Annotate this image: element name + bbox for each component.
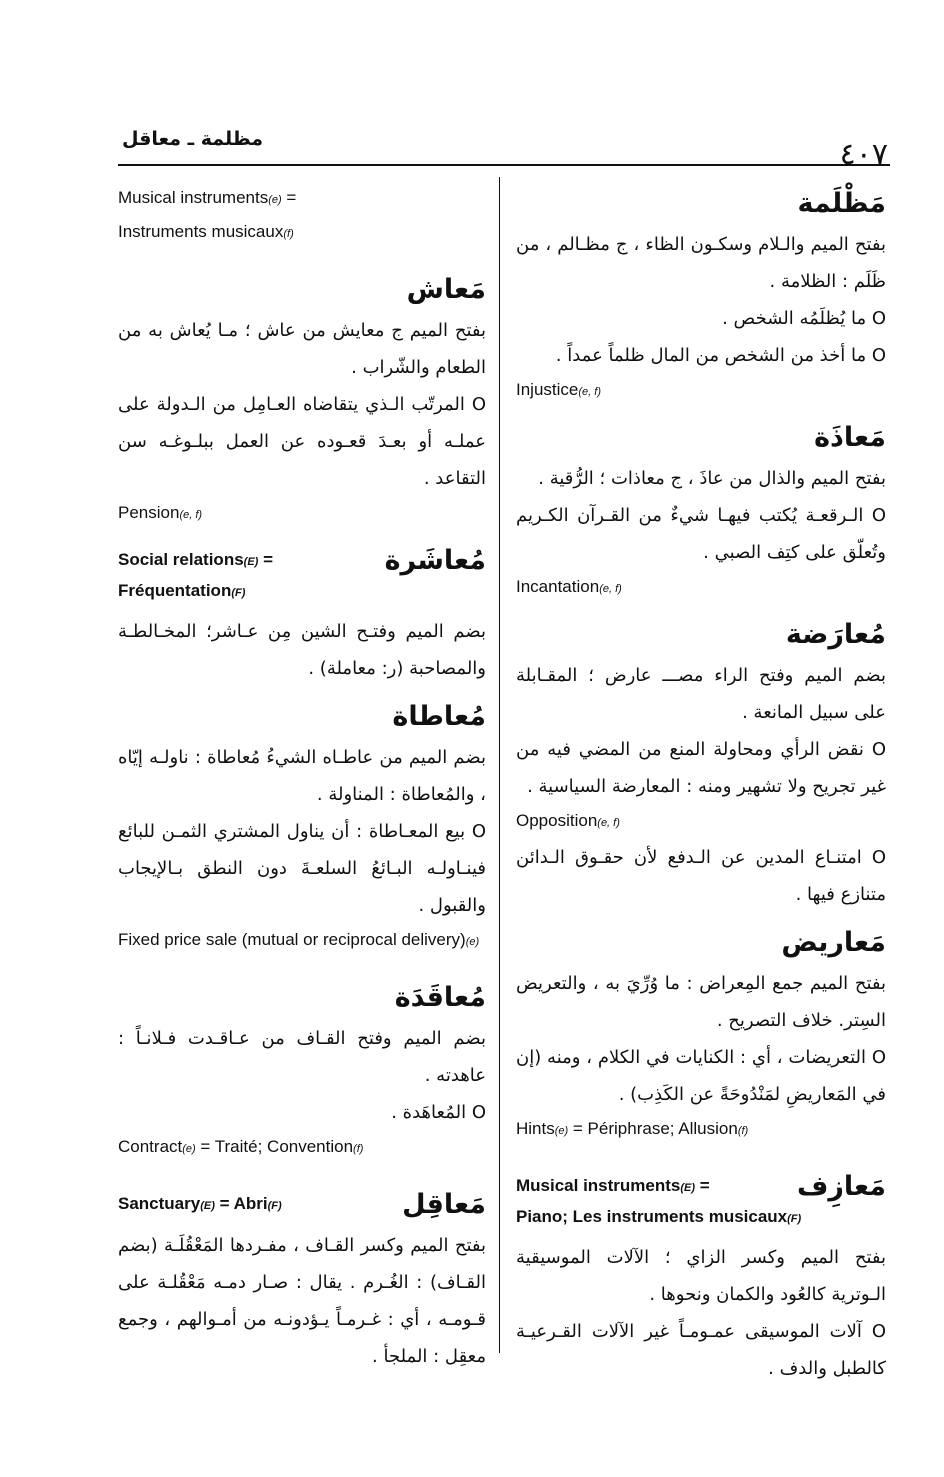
translation-text: Incantation: [516, 577, 600, 596]
lang-abbr: (e): [465, 936, 480, 948]
translation-text: Pension: [118, 503, 180, 522]
translation-text: = Traité; Convention: [195, 1137, 354, 1156]
entry-maarid: [516, 921, 886, 1147]
entry-maazif: [516, 1165, 886, 1387]
equals-sign: =: [281, 188, 297, 207]
lang-abbr: (f): [353, 1143, 364, 1155]
headword: مَعاريض: [781, 927, 886, 958]
translation-text: Social relations: [118, 550, 244, 569]
translation-text: = Périphrase; Allusion: [568, 1119, 738, 1138]
sense: O التعريضات ، أي : الكنايات في الكلام ، ومنه (إن في المَعاريضِ لمَنْدُوحَةً عن الكَذِب) .: [516, 1047, 886, 1105]
headword: مَعاش: [406, 274, 486, 305]
definition: بضم الميم وفتح القـاف من عـاقـدت فـلانـاً : عاهدته .: [118, 1028, 486, 1086]
definition: بضم الميم وفتح الراء مصـــ عارض ؛ المقـابلة على سبيل المانعة .: [516, 665, 886, 723]
headword: مُعاطاة: [392, 701, 486, 732]
lang-abbr: (F): [267, 1200, 282, 1212]
running-head: مظلمة ـ معاقل: [122, 128, 264, 150]
right-column: [516, 182, 886, 1387]
entry-muarada: [516, 613, 886, 913]
sense: O ما أخذ من الشخص من المال ظلماً عمداً .: [555, 345, 886, 366]
sense: O ما يُظلَمُه الشخص .: [722, 308, 886, 329]
sense: O المُعاهَدة .: [391, 1102, 486, 1123]
header-rule: [118, 164, 890, 166]
translation-text: Instruments musicaux: [118, 222, 284, 241]
translation-text: = Abri: [214, 1194, 268, 1213]
headword: مُعارَضة: [785, 619, 886, 650]
lang-abbr: (f): [737, 1125, 749, 1137]
definition: بفتح الميم وكسر القـاف ، مفـردها المَعْقُلَـة (بضم القـاف) : الغُـرم . يقال : صـار دمـه مَعْقُلـة على قـومـه ، أي : غـرمـاً يـؤدونـه من أمـوالهم ، وجمع معقِل : الملجأ .: [118, 1235, 486, 1367]
definition: بضم الميم من عاطـاه الشيءُ مُعاطاة : ناولـه إيّاه ، والمُعاطاة : المناولة .: [118, 747, 486, 805]
lang-abbr: (e, f): [597, 817, 620, 829]
sense: O نقض الرأي ومحاولة المنع من المضي فيه من غير تجريح ولا تشهير ومنه : المعارضة السياسية .: [516, 739, 886, 797]
lang-abbr: (F): [787, 1213, 802, 1225]
translation-text: Fixed price sale (mutual or reciprocal delivery): [118, 930, 466, 949]
lang-abbr: (e, f): [179, 509, 203, 521]
lang-abbr: (E): [680, 1182, 696, 1194]
definition: بفتح الميم جمع المِعراض : ما وُرِّيَ به ، والتعريض السِتر. خلاف التصريح .: [516, 973, 886, 1031]
definition: بفتح الميم والـلام وسكـون الظاء ، ج مظـالم ، من ظَلَم : الظلامة .: [516, 234, 886, 292]
equals-sign: =: [258, 550, 273, 569]
sense: O المرتّب الـذي يتقاضاه العـامِل من الـدولة على عملـه أو بعـدَ قعـوده عن العمل ببلـوغـه سن التقاعد .: [118, 394, 486, 489]
translation-text: Musical instruments: [516, 1176, 681, 1195]
headword: مُعاشَرة: [384, 545, 486, 576]
translation-text: Piano; Les instruments musicaux: [516, 1207, 788, 1226]
lang-abbr: (e): [268, 194, 282, 206]
headword: مُعاقَدَة: [394, 982, 486, 1013]
definition: بضم الميم وفتـح الشين مِن عـاشر؛ المخـالطـة والمصاحبة (ر: معاملة) .: [118, 621, 486, 679]
entry-mazlama: [516, 182, 886, 408]
headword: مَظْلَمة: [797, 188, 886, 219]
definition: بفتح الميم ج معايش من عاش ؛ مـا يُعاش به من الطعام والشّراب .: [118, 320, 486, 378]
lang-abbr: (e, f): [578, 386, 601, 398]
translation-text: Injustice: [516, 380, 579, 399]
sense: O آلات الموسيقى عمـومـاً غير الآلات القـرعيـة كالطبل والدف .: [516, 1321, 886, 1379]
translation-text: Sanctuary: [118, 1194, 201, 1213]
translation-text: Musical instruments: [118, 188, 269, 207]
sense: O بيع المعـاطاة : أن يناول المشتري الثمـن للبائع فينـاولـه البـائعُ السلعـةَ دون النطق بـالإيجاب والقبول .: [118, 821, 486, 916]
entry-maash: [118, 268, 486, 531]
translation-text: Fréquentation: [118, 581, 232, 600]
definition: بفتح الميم وكسر الزاي ؛ الآلات الموسيقية الـوترية كالعُود والكمان ونحوها .: [516, 1247, 886, 1305]
entry-maaqil: [118, 1183, 486, 1375]
lang-abbr: (e): [554, 1125, 569, 1137]
definition: بفتح الميم والذال من عاذَ ، ج معاذات ؛ الرُّقية .: [538, 468, 886, 489]
column-divider: [499, 177, 500, 1353]
lang-abbr: (E): [200, 1200, 215, 1212]
lang-abbr: (e): [182, 1143, 196, 1155]
headword: مَعاقِل: [402, 1189, 486, 1220]
continued-translation: [118, 182, 486, 250]
entry-muaqada: [118, 976, 486, 1165]
lang-abbr: (f): [283, 228, 294, 240]
sense: O امتنـاع المدين عن الـدفع لأن حقـوق الـدائن متنازع فيها .: [516, 847, 886, 905]
sense: O الـرقعـة يُكتب فيهـا شيءٌ من القـرآن الكـريم وتُعلّق على كتِف الصبي .: [516, 505, 886, 563]
left-column: [118, 182, 486, 1375]
entry-muashara: [118, 539, 486, 687]
headword: مَعاذَة: [814, 422, 886, 453]
equals-sign: =: [695, 1176, 710, 1195]
translation-text: Contract: [118, 1137, 183, 1156]
entry-maadha: [516, 416, 886, 605]
headword: مَعازِف: [796, 1171, 886, 1202]
lang-abbr: (E): [243, 556, 259, 568]
translation-text: Opposition: [516, 811, 598, 830]
lang-abbr: (e, f): [599, 583, 622, 595]
lang-abbr: (F): [231, 587, 246, 599]
translation-text: Hints: [516, 1119, 555, 1138]
entry-muataa: [118, 695, 486, 958]
page-number: ٤٠٧: [839, 137, 888, 172]
